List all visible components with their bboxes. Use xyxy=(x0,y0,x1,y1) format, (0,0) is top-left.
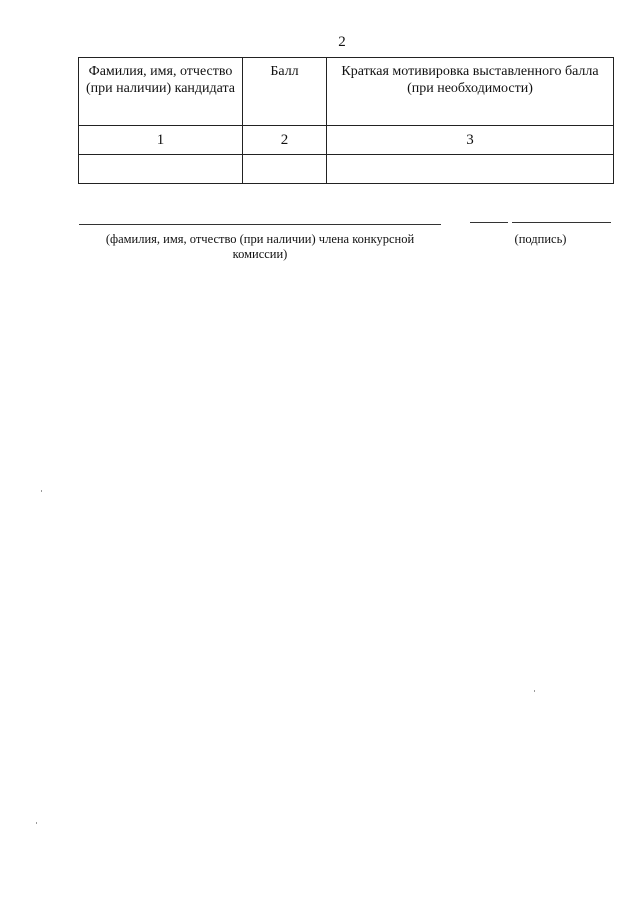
header-score: Балл xyxy=(243,58,327,126)
cell-candidate-name xyxy=(79,155,243,184)
column-number-3: 3 xyxy=(327,126,614,155)
cell-motivation xyxy=(327,155,614,184)
name-signature-line xyxy=(79,224,441,225)
column-number-1: 1 xyxy=(79,126,243,155)
signature-caption: (подпись) xyxy=(514,232,567,246)
name-caption: (фамилия, имя, отчество (при наличии) члена конкурсной комиссии) xyxy=(105,232,415,261)
signature-line-right xyxy=(512,222,611,223)
scan-speck xyxy=(534,690,535,692)
evaluation-table xyxy=(78,57,614,184)
table-header-row xyxy=(79,58,614,126)
header-motivation: Краткая мотивировка выставленного балла (при необходимости) xyxy=(327,58,614,126)
column-number-2: 2 xyxy=(243,126,327,155)
column-number-row xyxy=(79,126,614,155)
scan-speck xyxy=(41,490,42,492)
page-number: 2 xyxy=(338,34,346,50)
header-candidate-name: Фамилия, имя, отчество (при наличии) кандидата xyxy=(79,58,243,126)
table-row xyxy=(79,155,614,184)
cell-score xyxy=(243,155,327,184)
signature-line-left xyxy=(470,222,508,223)
scan-speck xyxy=(36,822,37,824)
